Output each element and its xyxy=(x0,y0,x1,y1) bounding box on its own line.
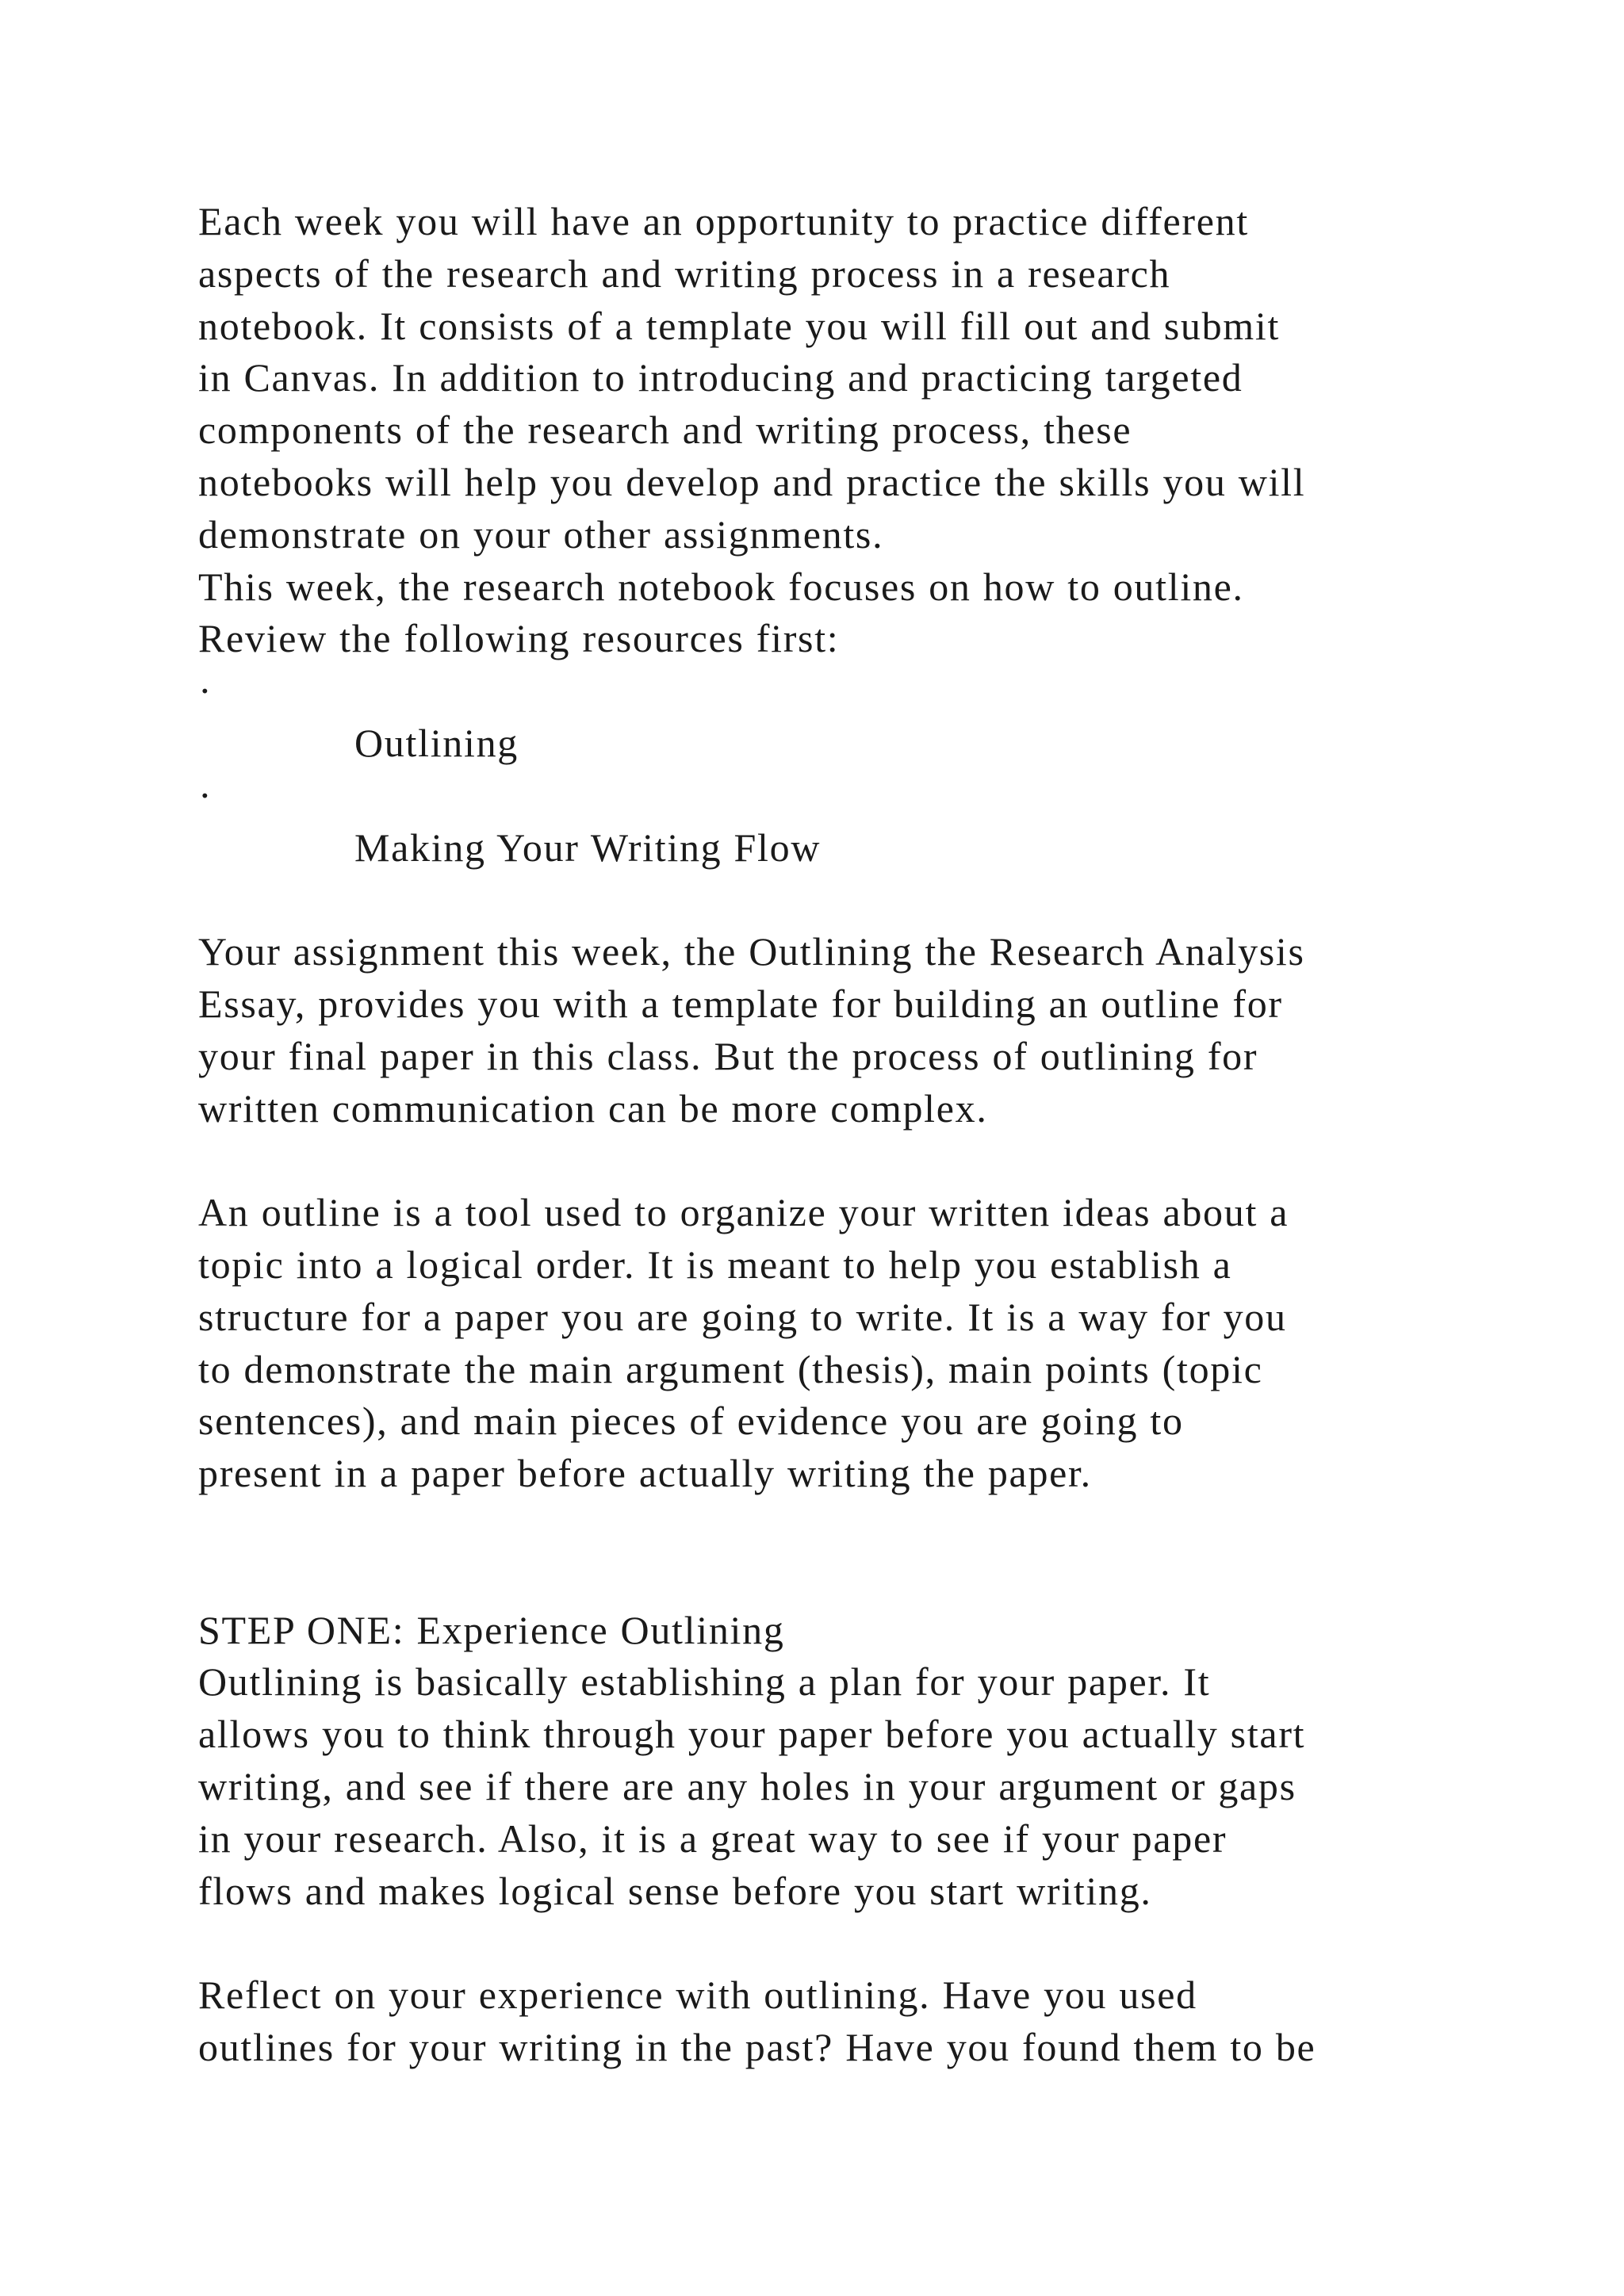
intro-paragraph xyxy=(198,196,1499,665)
text-line: your final paper in this class. But the process of outlining for xyxy=(198,1033,1258,1078)
bullet-marker: · xyxy=(198,668,213,714)
resource-writing-flow: Making Your Writing Flow xyxy=(354,825,822,870)
text-line: written communication can be more complex. xyxy=(198,1085,988,1131)
spacer xyxy=(198,1500,1499,1552)
spacer xyxy=(198,1135,1499,1187)
text-line: components of the research and writing process, these xyxy=(198,408,1132,453)
text-line: notebook. It consists of a template you will fill out and submit xyxy=(198,303,1281,348)
step-one-paragraph xyxy=(198,1656,1499,1917)
text-line: This week, the research notebook focuses on how to outline. xyxy=(198,564,1244,609)
text-line: flows and makes logical sense before you start writing. xyxy=(198,1868,1152,1913)
spacer xyxy=(198,1917,1499,1969)
text-line: An outline is a tool used to organize your written ideas about a xyxy=(198,1190,1289,1235)
bullet-marker: · xyxy=(198,772,213,817)
resource-list xyxy=(198,665,1499,874)
definition-paragraph xyxy=(198,1187,1499,1500)
text-line: Outlining is basically establishing a plan for your paper. It xyxy=(198,1659,1211,1705)
assignment-paragraph xyxy=(198,926,1499,1135)
text-line: Your assignment this week, the Outlining the Research Analysis xyxy=(198,929,1305,974)
text-line: to demonstrate the main argument (thesis), main points (topic xyxy=(198,1346,1263,1391)
text-line: demonstrate on your other assignments. xyxy=(198,511,884,557)
text-line: aspects of the research and writing process in a research xyxy=(198,251,1171,296)
document-page xyxy=(198,196,1499,2074)
reflect-paragraph xyxy=(198,1969,1499,2074)
step-one-heading: STEP ONE: Experience Outlining xyxy=(198,1607,785,1652)
text-line: Each week you will have an opportunity to practice different xyxy=(198,199,1249,243)
text-line: Reflect on your experience with outlining. Have you used xyxy=(198,1973,1197,2018)
text-line: Essay, provides you with a template for building an outline for xyxy=(198,981,1283,1026)
text-line: in Canvas. In addition to introducing and practicing targeted xyxy=(198,355,1243,400)
text-line: in your research. Also, it is a great way to see if your paper xyxy=(198,1816,1228,1861)
text-line: structure for a paper you are going to write. It is a way for you xyxy=(198,1294,1287,1339)
resource-outlining: Outlining xyxy=(354,720,519,765)
spacer xyxy=(198,1552,1499,1605)
text-line: Review the following resources first: xyxy=(198,616,840,661)
text-line: topic into a logical order. It is meant to help you establish a xyxy=(198,1242,1232,1287)
text-line: present in a paper before actually writing the paper. xyxy=(198,1451,1092,1496)
text-line: notebooks will help you develop and practice the skills you will xyxy=(198,459,1306,504)
spacer xyxy=(198,874,1499,926)
text-line: sentences), and main pieces of evidence you are going to xyxy=(198,1399,1184,1444)
text-line: writing, and see if there are any holes in your argument or gaps xyxy=(198,1763,1297,1808)
text-line: allows you to think through your paper before you actually start xyxy=(198,1712,1306,1757)
text-line: outlines for your writing in the past? Have you found them to be xyxy=(198,2024,1316,2069)
